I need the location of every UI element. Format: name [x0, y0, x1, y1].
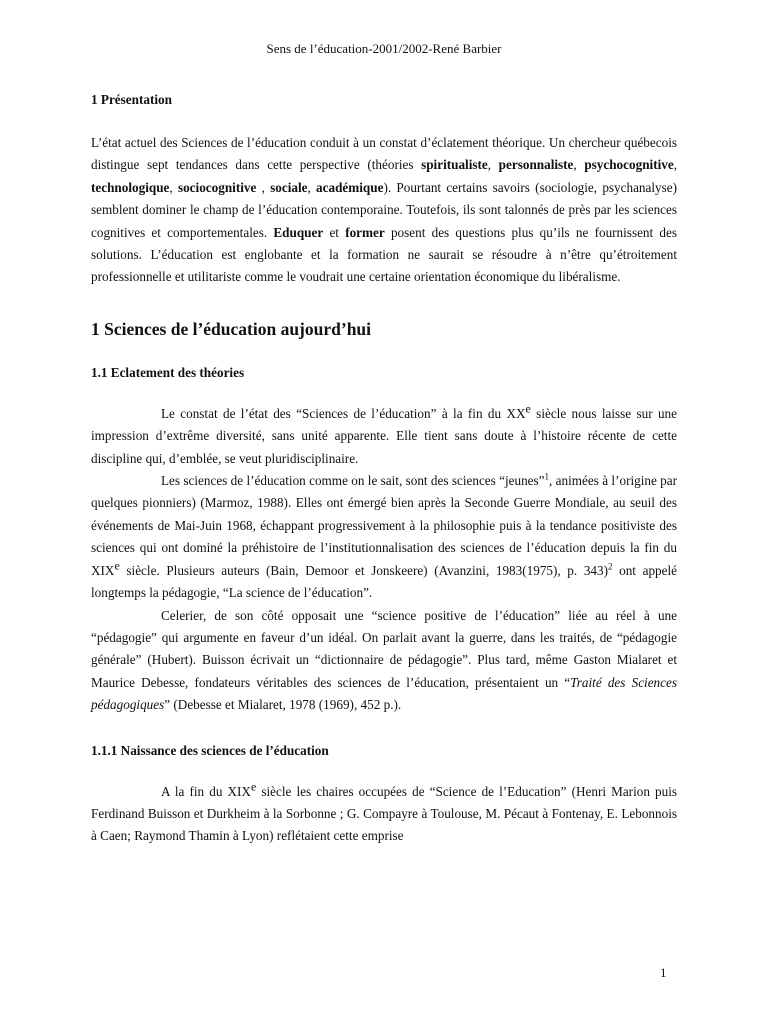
paragraph-presentation: L’état actuel des Sciences de l’éducation conduit à un constat d’éclatement théorique. Un chercheur québecois distingue sept tendances dans cette perspective (théories spiritualiste, personnaliste, psychocognitive, technologique, sociocognitive , sociale, académique). Pourtant certains savoirs (sociologie, psychanalyse) semblent dominer le champ de l’éducation contemporaine. Toutefois, ils sont talonnés de près par les sciences cognitives et comportementales. Eduquer et former posent des questions plus qu’ils ne fournissent des solutions. L’éducation est englobante et la formation ne saurait se résoudre à n’être qu’étroitement professionnelle et utilitariste comme le voudrait une certaine orientation économique du libéralisme. — [91, 135, 678, 285]
superscript-e: e — [114, 558, 120, 573]
superscript-e: e — [525, 401, 531, 416]
paragraph-constat: Le constat de l’état des “Sciences de l’éducation” à la fin du XXe siècle nous laisse sur une impression d’extrême diversité, sans unité apparente. Elle tient sans doute à l’histoire récente de cette discipline qui, d’emblée, se veut pluridisciplinaire. — [91, 401, 677, 466]
paragraph-sciences-jeunes: Les sciences de l’éducation comme on le sait, sont des sciences “jeunes”$^1$, animées à l’origine par quelques pionniers) (Marmoz, 1988). Elles ont émergé bien après la Seconde Guerre Mondiale, au seuil des événements de Mai-Juin 1968, échappant progressivement à la philosophie puis à la tendance positiviste des sciences qui ont dominé la préhistoire de l’institutionnalisation des sciences de l’éducation depuis la fin du XIXe siècle. Plusieurs auteurs (Bain, Demoor et Jonskeere) (Avanzini, 1983(1975), p. 343)$^2$ ont appelé longtemps la pédagogie, “La science de l’éducation”. — [91, 471, 678, 601]
term-personnaliste: personnaliste — [498, 157, 574, 173]
paragraph-naissance: A la fin du XIXe siècle les chaires occupées de “Science de l’Education” (Henri Marion puis Ferdinand Buisson et Durkheim à la Sorbonne ; G. Compayre à Toulouse, M. Pécaut à Fontenay, E. Lebonnois à Caen; Raymond Thamin à Lyon) reflétaient cette emprise — [91, 779, 678, 844]
document-body — [91, 90, 677, 848]
heading-presentation: 1 Présentation — [91, 92, 172, 107]
superscript-e: e — [250, 779, 257, 794]
heading-naissance: 1.1.1 Naissance des sciences de l’éducation — [91, 742, 329, 758]
paragraph-celerier: Celerier, de son côté opposait une “science positive de l’éducation” liée au réel à une “pédagogie” qui argumente en faveur d’un idéal. On parlait avant la guerre, dans les traités, de “pédagogie générale” (Hubert). Buisson écrivait un “dictionnaire de pédagogie”. Plus tard, même Gaston Mialaret et Maurice Debesse, fondateurs véritables des sciences de l’éducation, présentaient un “Traité des Sciences pédagogiques” (Debesse et Mialaret, 1978 (1969), 452 p.). — [91, 607, 677, 713]
heading-sciences-today: 1 Sciences de l’éducation aujourd’hui — [91, 318, 372, 339]
term-eduquer: Eduquer — [273, 224, 324, 240]
page-number: 1 — [660, 965, 667, 980]
term-former: former — [345, 224, 385, 240]
heading-eclatement: 1.1 Eclatement des théories — [91, 364, 245, 380]
term-technologique: technologique — [91, 179, 170, 195]
term-spiritualiste: spiritualiste — [421, 157, 488, 173]
footnote-ref-1[interactable]: 1 — [544, 471, 550, 482]
term-psychocognitive: psychocognitive — [584, 157, 674, 173]
footnote-ref-2[interactable]: 2 — [608, 561, 613, 572]
term-sociale: sociale — [270, 179, 308, 195]
running-header: Sens de l’éducation-2001/2002-René Barbier — [266, 41, 502, 56]
term-academique: académique — [316, 179, 384, 195]
term-sociocognitive: sociocognitive — [177, 179, 257, 195]
book-title: Traité des Sciences pédagogiques — [91, 674, 677, 713]
